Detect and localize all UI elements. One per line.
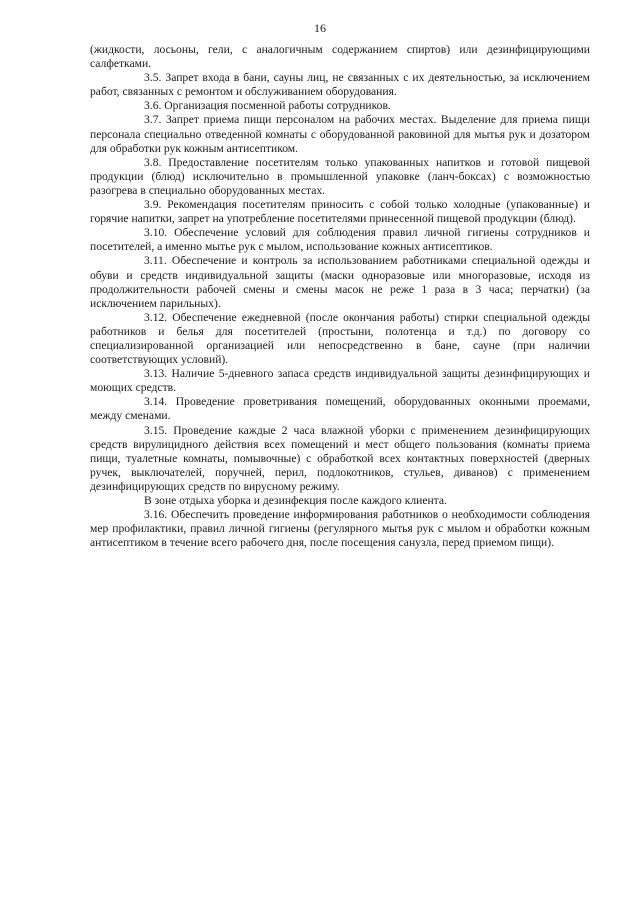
paragraph-3-13: 3.13. Наличие 5-дневного запаса средств индивидуальной защиты дезинфицирующих и моющих средств.	[90, 367, 590, 395]
paragraph-3-6: 3.6. Организация посменной работы сотрудников.	[144, 99, 391, 113]
paragraph-3-12: 3.12. Обеспечение ежедневной (после окончания работы) стирки специальной одежды работников и белья для посетителей (простыни, полотенца и т.д.) по договору со специализированной организацией или непосредственно в бане, сауне (при наличии соответствующих условий).	[90, 310, 590, 367]
paragraph-3-15: 3.15. Проведение каждые 2 часа влажной уборки с применением дезинфицирующих средств вирулицидного действия всех помещений и мест общего пользования (комнаты приема пищи, туалетные комнаты, помывочные) с обработкой всех контактных поверхностей (дверных ручек, выключателей, поручней, перил, подлокотников, стульев, диванов) с применением дезинфицирующих средств по вирусному режиму.	[90, 423, 590, 493]
paragraph-3-10: 3.10. Обеспечение условий для соблюдения правил личной гигиены сотрудников и посетителей, а именно мытье рук с мылом, использование кожных антисептиков.	[90, 226, 590, 254]
paragraph-3-14: 3.14. Проведение проветривания помещений, оборудованных оконными проемами, между сменами.	[90, 395, 590, 423]
paragraph-3-16: 3.16. Обеспечить проведение информирования работников о необходимости соблюдения мер профилактики, правил личной гигиены (регулярного мытья рук с мылом и обработки кожным антисептиком в течение всего рабочего дня, после посещения санузла, перед приемом пищи).	[90, 508, 590, 550]
paragraph-continuation: (жидкости, лосьоны, гели, с аналогичным содержанием спиртов) или дезинфицирующими салфетками.	[90, 43, 590, 71]
paragraph-rest-zone: В зоне отдыха уборка и дезинфекция после каждого клиента.	[144, 494, 447, 507]
paragraph-3-8: 3.8. Предоставление посетителям только упакованных напитков и готовой пищевой продукции (блюд) исключительно в промышленной упаковке (ланч-боксах) с возможностью разогрева в специально оборудованных местах.	[90, 155, 590, 197]
page-number: 16	[314, 21, 326, 35]
paragraph-3-7: 3.7. Запрет приема пищи персоналом на рабочих местах. Выделение для приема пищи персонала специально отведенной комнаты с оборудованной раковиной для мытья рук и дозатором для обработки рук кожным антисептиком.	[90, 113, 590, 155]
paragraph-3-9: 3.9. Рекомендация посетителям приносить с собой только холодные (упакованные) и горячие напитки, запрет на употребление посетителями принесенной пищевой продукции (блюд).	[90, 198, 590, 226]
document-body	[90, 43, 590, 550]
paragraph-3-5: 3.5. Запрет входа в бани, сауны лиц, не связанных с их деятельностью, за исключением работ, связанных с ремонтом и обслуживанием оборудования.	[90, 71, 590, 99]
paragraph-3-11: 3.11. Обеспечение и контроль за использованием работниками специальной одежды и обуви и средств индивидуальной защиты (маски одноразовые или многоразовые, исходя из продолжительности рабочей смены и смены масок не реже 1 раза в 3 часа; перчатки) (за исключением парильных).	[90, 254, 590, 310]
